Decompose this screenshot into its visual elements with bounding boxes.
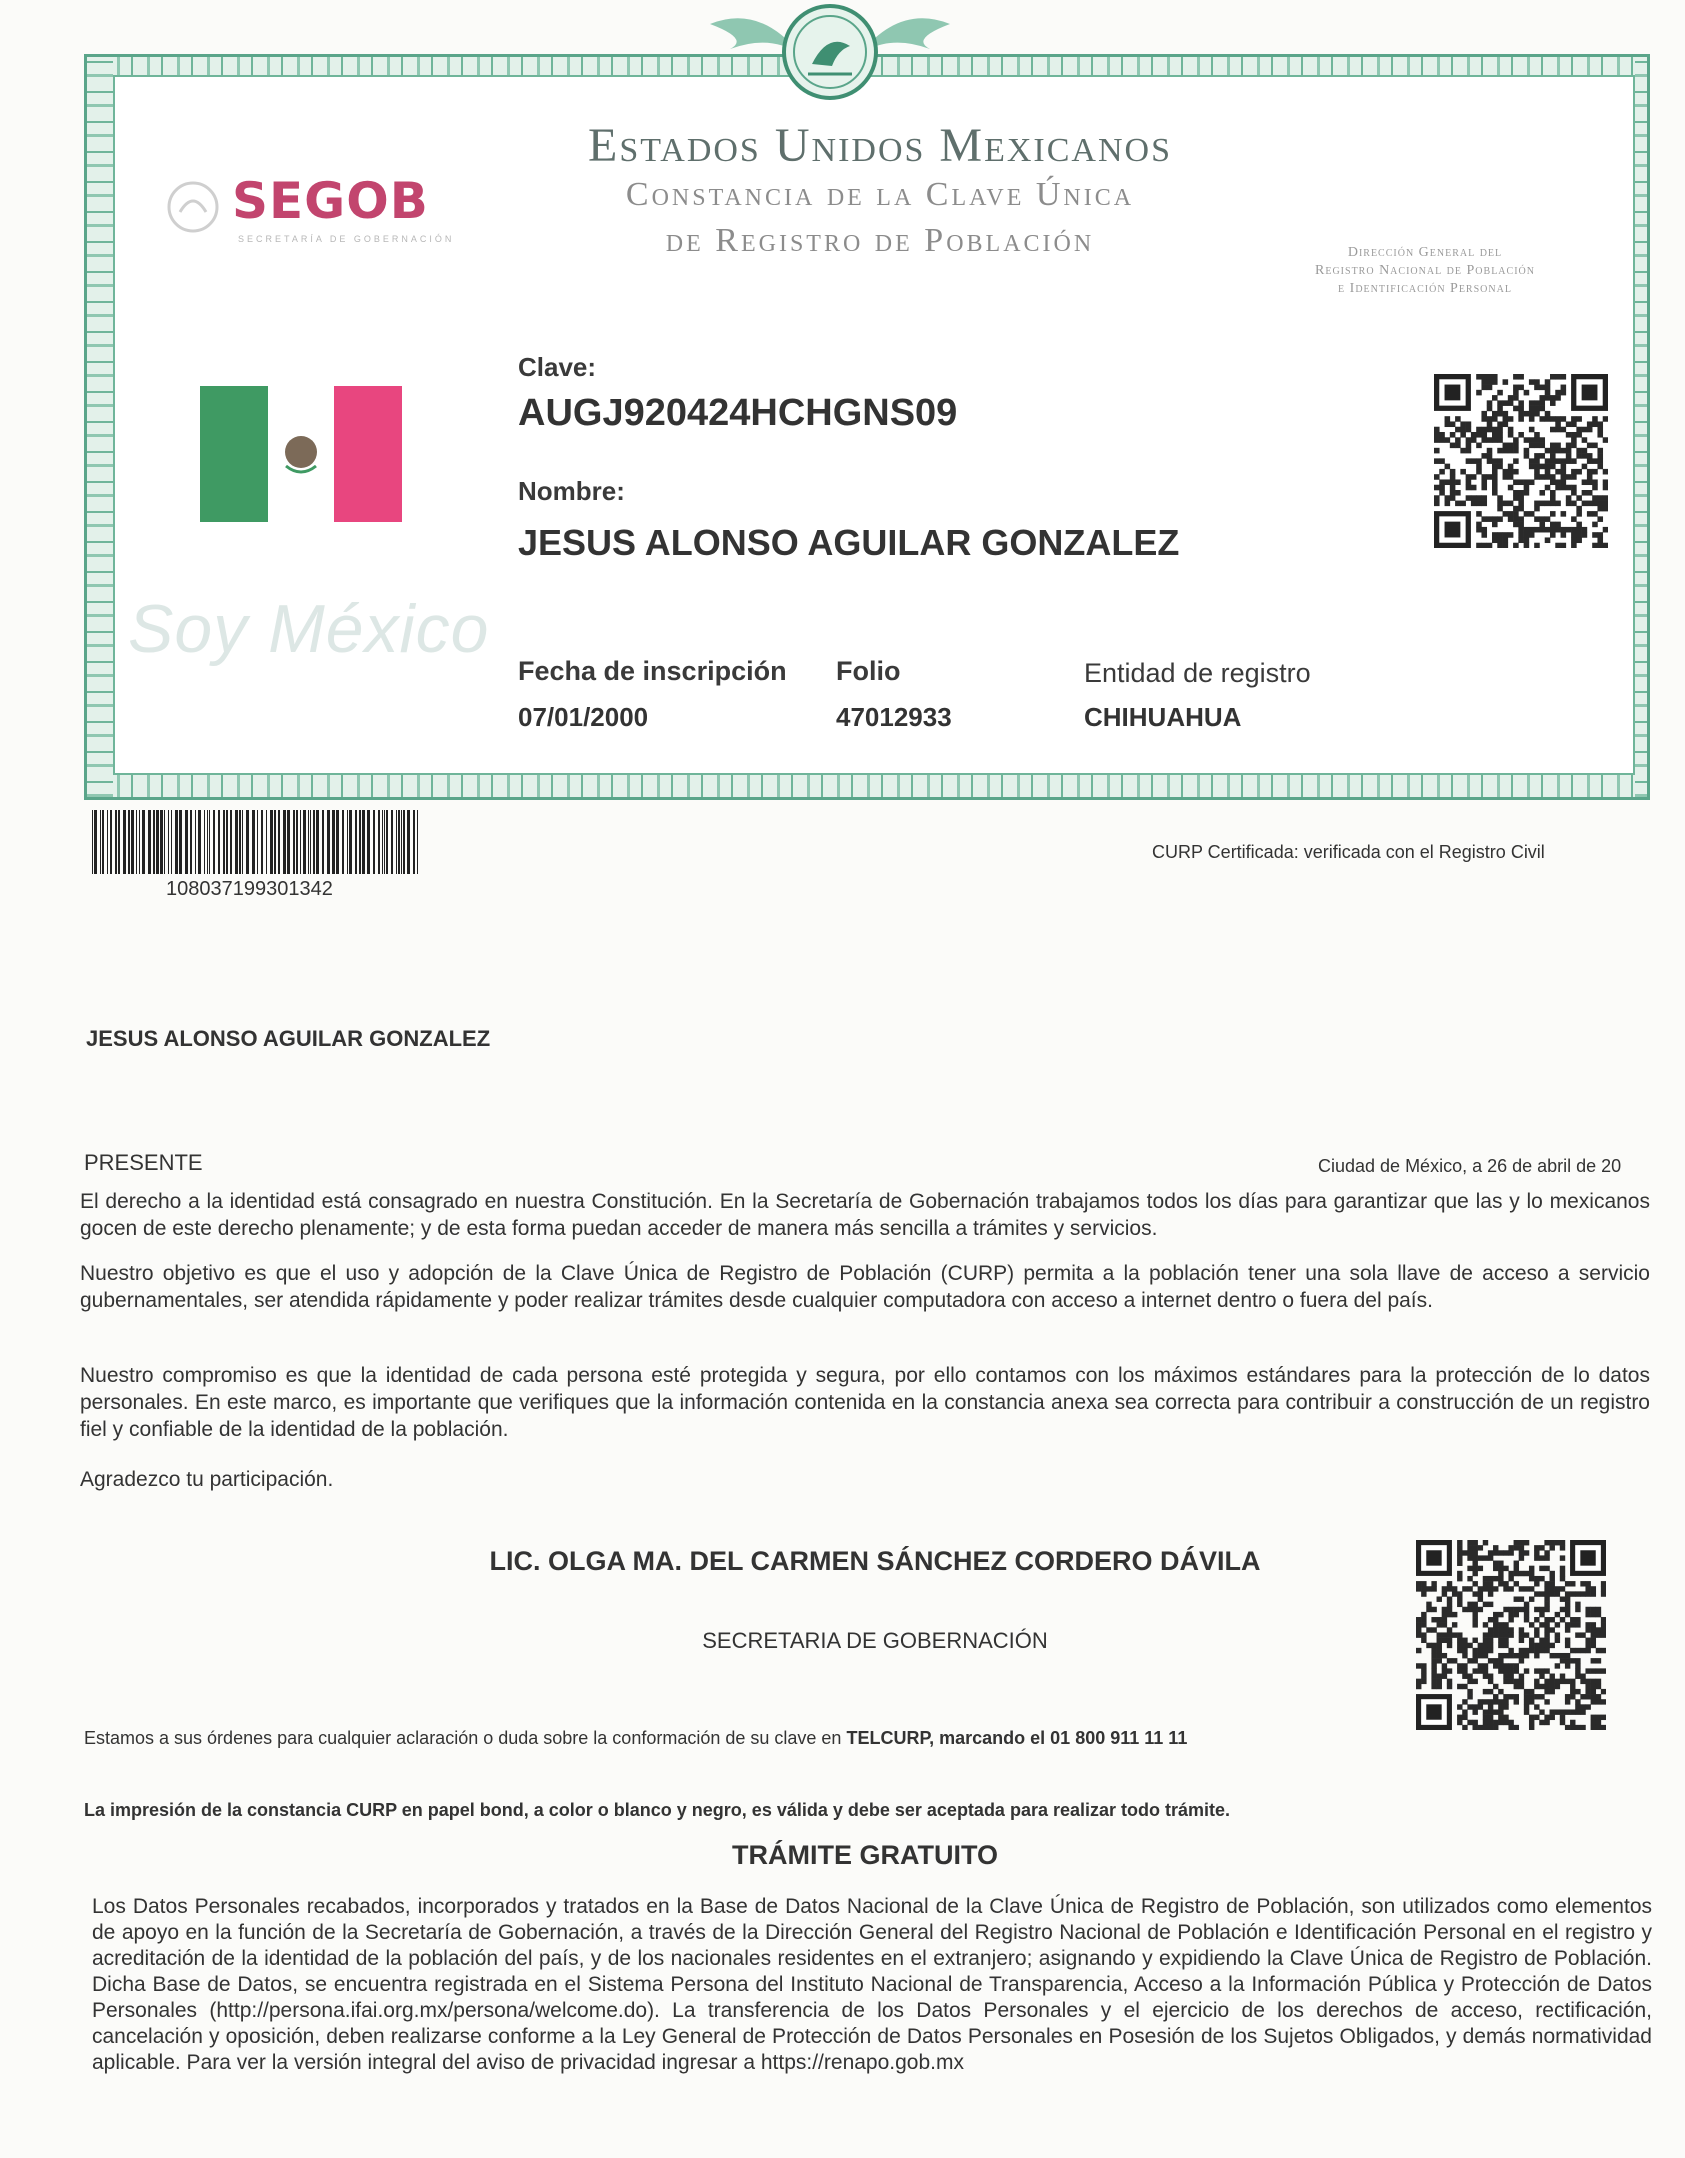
contact-text: Estamos a sus órdenes para cualquier aclaración o duda sobre la conformación de su clave en [84,1728,847,1748]
paragraph-1: El derecho a la identidad está consagrado en nuestra Constitución. En la Secretaría de Gobernación trabajamos todos los días para garantizar que las y lo mexicanos gocen de este derecho plenamente; y de esta forma puedan acceder de manera más sencilla a trámites y servicios. [80,1190,1650,1240]
segob-subtitle: SECRETARÍA DE GOBERNACIÓN [238,234,455,244]
qr-code-2-icon [1416,1540,1606,1730]
folio-value: 47012933 [836,702,952,732]
clave-label: Clave: [518,352,597,382]
signer-name: LIC. OLGA MA. DEL CARMEN SÁNCHEZ CORDERO DÁVILA [489,1546,1261,1576]
signer-title: SECRETARIA DE GOBERNACIÓN [702,1628,1048,1653]
direction-block [1258,244,1592,298]
mexico-flag-icon [200,386,402,522]
certificate-subtitle-1: Constancia de la Clave Única [625,176,1135,213]
entidad-label: Entidad de registro [1084,658,1311,688]
certificate-title-block [380,0,1380,260]
contact-line [84,1728,1187,1749]
folio-label: Folio [836,656,901,686]
border-band-right [1635,57,1647,797]
free-procedure-heading: TRÁMITE GRATUITO [732,1840,998,1870]
direction-line-2: Registro Nacional de Población [1315,263,1535,278]
clave-value: AUGJ920424HCHGNS09 [518,392,958,434]
fecha-label: Fecha de inscripción [518,656,787,686]
certificate-subtitle-2: de Registro de Población [665,222,1095,259]
certified-note: CURP Certificada: verificada con el Registro Civil [1152,842,1545,862]
fecha-value: 07/01/2000 [518,702,649,732]
paragraph-2: Nuestro objetivo es que el uso y adopción de la Clave Única de Registro de Población (CURP) permita a la población tener una sola llave de acceso a servicio gubernamentales, ser atendida rápidamente y poder realizar trámites desde cualquier computadora con acceso a internet dentro o fuera del país. [80,1262,1650,1312]
border-band-left [87,57,113,797]
privacy-notice: Los Datos Personales recabados, incorporados y tratados en la Base de Datos Nacional de la Clave Única de Registro de Población, son utilizados como elementos de apoyo en la función de la Secretaría de Gobernación, a través de la Dirección General del Registro Nacional de Población e Identificación Personal en el registro y acreditación de la identidad de la población del país, y de los nacionales residentes en el extranjero; asignando y expidiendo la Clave Única de Registro de Población. Dicha Base de Datos, se encuentra registrada en el Sistema Persona del Instituto Nacional de Transparencia, Acceso a la Información Pública y Protección de Datos Personales (http://persona.ifai.org.mx/persona/welcome.do). La transferencia de los Datos Personales y el ejercicio de los derechos de acceso, rectificación, cancelación y oposición, deben realizarse conforme a la Ley General de Protección de Datos Personales en Posesión de los Sujetos Obligados, y demás normatividad aplicable. Para ver la versión integral del aviso de privacidad ingresar a https://renapo.gob.mx [92,1895,1652,2074]
greeting: PRESENTE [84,1150,203,1175]
thanks: Agradezco tu participación. [80,1468,334,1491]
validity-note: La impresión de la constancia CURP en papel bond, a color o blanco y negro, es válida y debe ser aceptada para realizar todo trámite. [84,1800,1231,1820]
recipient-name: JESUS ALONSO AGUILAR GONZALEZ [86,1026,491,1051]
barcode-number: 108037199301342 [166,878,333,900]
segob-logo: SEGOB [232,172,429,230]
contact-phone: TELCURP, marcando el 01 800 911 11 11 [846,1728,1188,1748]
certificate-title: Estados Unidos Mexicanos [588,119,1172,172]
border-band-bottom [87,775,1647,797]
qr-code-icon [1434,374,1608,548]
barcode-icon [92,810,422,874]
nombre-value: JESUS ALONSO AGUILAR GONZALEZ [518,522,1180,563]
direction-line-1: Dirección General del [1347,245,1503,260]
paragraph-3: Nuestro compromiso es que la identidad de cada persona esté protegida y segura, por ello contamos con los máximos estándares para la protección de lo datos personales. En este marco, es importante que verifiques que la información contenida en la constancia anexa sea correcta para contribuir a construcción de un registro fiel y confiable de la identidad de la población. [80,1364,1650,1441]
nombre-label: Nombre: [518,476,625,506]
watermark-soy-mexico: Soy México [128,591,490,667]
direction-line-3: e Identificación Personal [1338,281,1512,296]
entidad-value: CHIHUAHUA [1084,702,1242,732]
place-date: Ciudad de México, a 26 de abril de 20 [1318,1156,1622,1176]
segob-emblem-icon [162,176,224,238]
